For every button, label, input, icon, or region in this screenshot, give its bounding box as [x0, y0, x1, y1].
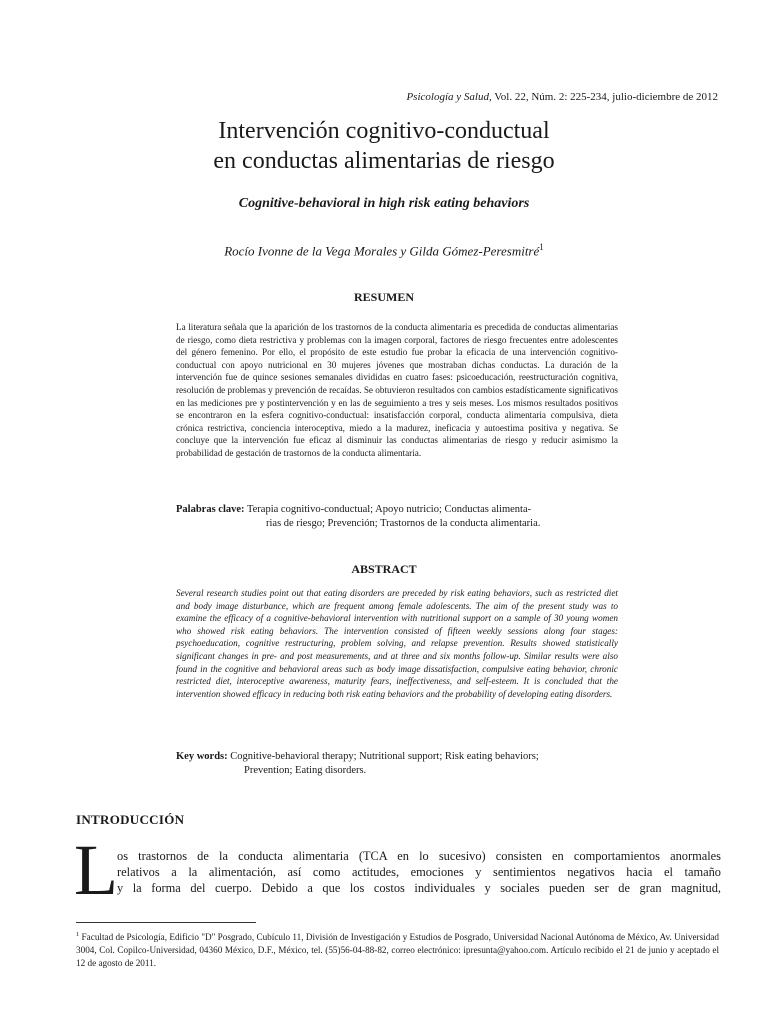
footnote-divider: [76, 922, 256, 923]
footnote: [76, 928, 719, 970]
resumen-text: La literatura señala que la aparición de los trastornos de la conducta alimentaria es precedida de conductas alimentarias de riesgo, como dieta restrictiva y problemas con la imagen corporal, factores de riesgo frecuentes entre adolescentes del género femenino. Por ello, el propósito de este estudio fue probar la eficacia de una intervención cognitivo-conductual con apoyo nutricional en 30 mujeres jóvenes que mostraban dichas conductas. La duración de la intervención fue de quince sesiones semanales divididas en cuatro fases: psicoeducación, reestructuración cognitiva, resolución de problemas y prevención de recaídas. Se obtuvieron resultados con cambios estadísticamente significativos en las mediciones pre y postintervención y en las de seguimiento a tres y seis meses. Los mismos resultados positivos se encontraron en la esfera cognitivo-conductual: insatisfacción corporal, conducta alimentaria compulsiva, dieta crónica restrictiva, conciencia interoceptiva, miedo a la madurez, ineficacia y autoestima positiva y negativa. Se concluye que la intervención fue eficaz al disminuir las conductas alimentarias de riesgo y reducir asimismo la probabilidad de gestación de trastornos de la conducta alimentaria.: [176, 322, 618, 458]
key-words-line-1: Cognitive-behavioral therapy; Nutritional support; Risk eating behaviors;: [230, 751, 539, 762]
drop-cap: L: [74, 830, 118, 910]
abstract-text: Several research studies point out that eating disorders are preceded by risk eating behaviors, such as restricted diet and body image disturbance, which are frequent among female adolescents. The aim of the present study was to examine the efficacy of a cognitive-behavioral intervention with nutritional support on a sample of 30 young women who showed risk eating behaviors. The intervention consisted of fifteen weekly sessions along four stages: psychoeducation, cognitive restructuring, problem solving, and relapse prevention. Results showed statistically significant changes in pre- and post measurements, and at three and six months follow-up. Similar results were also found in the cognitive and behavioral areas such as body image dissatisfaction, compulsive eating behavior, chronic restricted diet, interoceptive awareness, maturity fears, ineffectiveness, and self-esteem. It is concluded that the intervention showed efficacy in reducing both risk eating behaviors and the probability of developing eating disorders.: [176, 588, 618, 699]
journal-citation: [406, 91, 718, 103]
intro-line-3: y la forma del cuerpo. Debido a que los costos individuales y sociales pueden ser de gran magnitud,: [117, 881, 721, 895]
footnote-text: Facultad de Psicología, Edificio "D" Posgrado, Cubículo 11, División de Investigación y Estudios de Posgrado, Universidad Nacional Autónoma de México, Av. Universidad 3004, Col. Copilco-Universidad, 04360 México, D.F., México, tel. (55)56-04-88-82, correo electrónico: ipresunta@yahoo.com. Artículo recibido el 21 de junio y aceptado el 12 de agosto de 2011.: [76, 932, 719, 969]
introduction-body: [117, 848, 721, 896]
intro-line-2: relativos a la alimentación, así como actitudes, emociones y sentimientos negativos hacia el tamaño: [117, 865, 721, 879]
authors: [0, 242, 768, 259]
abstract-heading: ABSTRACT: [351, 562, 417, 576]
article-title: [0, 116, 768, 176]
resumen-heading: RESUMEN: [353, 290, 414, 304]
journal-details: , Vol. 22, Núm. 2: 225-234, julio-diciembre de 2012: [488, 91, 718, 103]
title-line-2: en conductas alimentarias de riesgo: [213, 148, 555, 174]
author-names: Rocío Ivonne de la Vega Morales y Gilda Gómez-Peresmitré: [224, 243, 540, 259]
palabras-clave-label: Palabras clave:: [176, 504, 245, 515]
introduccion-heading: INTRODUCCIÓN: [76, 812, 185, 827]
palabras-clave-line-1: Terapia cognitivo-conductual; Apoyo nutricio; Conductas alimenta-: [246, 504, 532, 515]
palabras-clave-line-2: rias de riesgo; Prevención; Trastornos de la conducta alimentaria.: [266, 518, 541, 529]
title-line-1: Intervención cognitivo-conductual: [218, 118, 550, 144]
key-words-line-2: Prevention; Eating disorders.: [244, 765, 367, 776]
article-subtitle: Cognitive-behavioral in high risk eating behaviors: [238, 196, 530, 211]
journal-name: Psicología y Salud: [406, 91, 489, 103]
intro-line-1: os trastornos de la conducta alimentaria (TCA en lo sucesivo) consisten en comportamientos anormales: [117, 849, 721, 863]
author-footnote-mark: 1: [539, 242, 544, 252]
palabras-clave: [176, 503, 618, 531]
footnote-mark: 1: [76, 931, 80, 938]
key-words: [176, 750, 618, 778]
key-words-label: Key words:: [176, 751, 228, 762]
